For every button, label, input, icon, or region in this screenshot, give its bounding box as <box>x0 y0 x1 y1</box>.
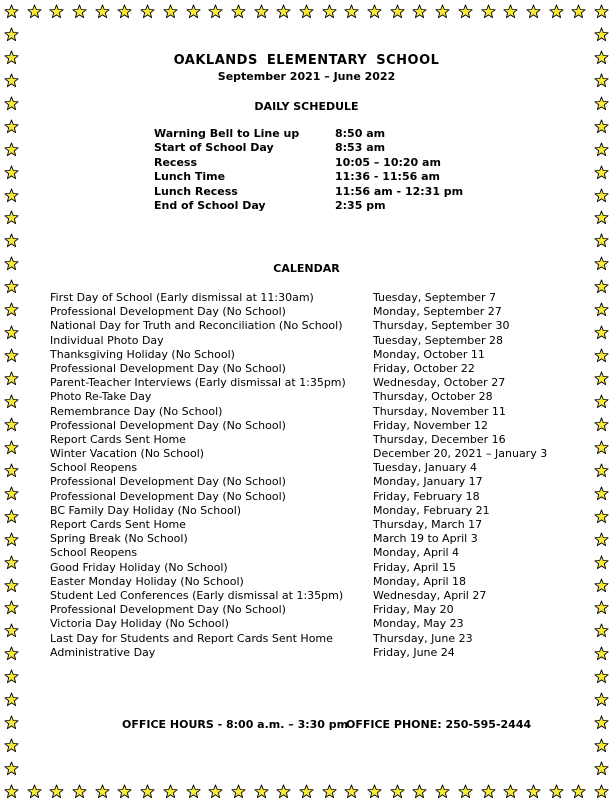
star-icon <box>4 440 19 455</box>
calendar-event: Professional Development Day (No School) <box>50 603 286 617</box>
star-icon <box>435 4 450 19</box>
calendar-date: Monday, April 4 <box>373 546 460 560</box>
calendar-event: Administrative Day <box>50 645 156 659</box>
star-icon <box>4 486 19 501</box>
calendar-event: Last Day for Students and Report Cards Sent Home <box>50 631 333 645</box>
calendar-date: Tuesday, September 28 <box>373 333 504 347</box>
calendar-event: Photo Re-Take Day <box>50 390 152 404</box>
calendar-row <box>50 632 570 646</box>
star-icon <box>4 555 19 570</box>
star-icon <box>276 4 291 19</box>
calendar-row <box>50 433 570 447</box>
calendar-event: Good Friday Holiday (No School) <box>50 560 228 574</box>
star-icon <box>276 784 291 799</box>
star-icon <box>594 394 609 409</box>
calendar-date: Monday, September 27 <box>373 305 502 319</box>
calendar-event: Winter Vacation (No School) <box>50 447 205 461</box>
star-icon <box>4 784 19 799</box>
calendar-date: Friday, May 20 <box>373 603 454 617</box>
calendar-row <box>50 504 570 518</box>
star-icon <box>95 4 110 19</box>
calendar-row <box>50 490 570 504</box>
calendar-date: Friday, February 18 <box>373 489 480 503</box>
calendar-event: Report Cards Sent Home <box>50 518 186 531</box>
calendar-event: BC Family Day Holiday (No School) <box>50 503 242 517</box>
star-icon <box>163 4 178 19</box>
calendar-heading: CALENDAR <box>273 262 340 275</box>
star-icon <box>4 394 19 409</box>
star-icon <box>344 4 359 19</box>
calendar-date: Thursday, November 11 <box>373 404 506 418</box>
star-icon <box>344 784 359 799</box>
calendar-event: Remembrance Day (No School) <box>50 404 223 418</box>
calendar-event: National Day for Truth and Reconciliation (No School) <box>50 319 343 333</box>
star-icon <box>458 4 473 19</box>
star-icon <box>503 784 518 799</box>
star-icon <box>4 279 19 294</box>
star-icon <box>594 348 609 363</box>
calendar-row <box>50 589 570 603</box>
calendar-date: Tuesday, September 7 <box>373 291 497 304</box>
star-icon <box>549 784 564 799</box>
star-icon <box>4 578 19 593</box>
star-icon <box>594 463 609 478</box>
star-icon <box>594 532 609 547</box>
calendar-row <box>50 475 570 489</box>
calendar-event: Individual Photo Day <box>50 333 164 347</box>
star-icon <box>299 784 314 799</box>
schedule-label: Start of School Day <box>154 141 274 155</box>
star-icon <box>594 119 609 134</box>
school-year: September 2021 – June 2022 <box>217 70 396 83</box>
star-icon <box>4 142 19 157</box>
calendar-date: Monday, February 21 <box>373 503 490 517</box>
star-icon <box>4 119 19 134</box>
star-icon <box>390 4 405 19</box>
star-icon <box>49 4 64 19</box>
star-icon <box>594 142 609 157</box>
star-icon <box>4 738 19 753</box>
calendar-row <box>50 419 570 433</box>
star-icon <box>594 623 609 638</box>
calendar-date: Tuesday, January 4 <box>373 461 477 475</box>
star-icon <box>4 348 19 363</box>
star-icon <box>322 4 337 19</box>
schedule-time: 10:05 – 10:20 am <box>335 155 441 169</box>
calendar-event: Report Cards Sent Home <box>50 432 186 446</box>
star-icon <box>594 715 609 730</box>
calendar-date: Thursday, September 30 <box>373 319 510 333</box>
star-icon <box>322 784 337 799</box>
calendar-row <box>50 447 570 461</box>
star-icon <box>435 784 450 799</box>
schedule-time: 8:50 am <box>335 127 386 140</box>
calendar-date: Friday, June 24 <box>373 645 455 659</box>
calendar-row <box>50 603 570 617</box>
star-icon <box>594 4 609 19</box>
school-name: OAKLANDS ELEMENTARY SCHOOL <box>173 53 440 68</box>
calendar-event: Professional Development Day (No School) <box>50 361 286 375</box>
star-icon <box>254 784 269 799</box>
star-icon <box>4 210 19 225</box>
star-icon <box>27 4 42 19</box>
star-icon <box>49 784 64 799</box>
schedule-time: 11:36 - 11:56 am <box>335 170 440 184</box>
calendar-list <box>50 291 570 660</box>
calendar-date: Friday, October 22 <box>373 361 475 375</box>
calendar-date: Wednesday, October 27 <box>373 376 506 390</box>
schedule-label: End of School Day <box>154 198 266 212</box>
star-icon <box>117 4 132 19</box>
star-icon <box>412 4 427 19</box>
star-icon <box>594 188 609 203</box>
star-icon <box>4 623 19 638</box>
calendar-row <box>50 348 570 362</box>
calendar-row <box>50 561 570 575</box>
star-icon <box>367 4 382 19</box>
star-icon <box>4 646 19 661</box>
star-icon <box>27 784 42 799</box>
star-icon <box>412 784 427 799</box>
star-icon <box>594 325 609 340</box>
calendar-row <box>50 518 570 532</box>
calendar-row <box>50 646 570 660</box>
star-icon <box>594 210 609 225</box>
star-icon <box>526 4 541 19</box>
star-icon <box>4 165 19 180</box>
schedule-label: Lunch Recess <box>154 184 238 198</box>
star-icon <box>458 784 473 799</box>
calendar-row <box>50 461 570 475</box>
star-icon <box>208 784 223 799</box>
calendar-event: School Reopens <box>50 461 138 475</box>
star-icon <box>594 165 609 180</box>
star-icon <box>117 784 132 799</box>
calendar-row <box>50 319 570 333</box>
star-icon <box>231 4 246 19</box>
office-phone: OFFICE PHONE: 250-595-2444 <box>346 718 532 731</box>
calendar-date: Monday, January 17 <box>373 475 483 489</box>
calendar-date: Thursday, October 28 <box>373 390 493 404</box>
star-icon <box>299 4 314 19</box>
star-icon <box>594 233 609 248</box>
calendar-date: Monday, April 18 <box>373 574 467 588</box>
calendar-event: Victoria Day Holiday (No School) <box>50 617 229 631</box>
calendar-row <box>50 617 570 631</box>
star-icon <box>594 555 609 570</box>
calendar-row <box>50 532 570 546</box>
star-icon <box>4 692 19 707</box>
star-icon <box>594 646 609 661</box>
schedule-label: Recess <box>154 155 198 169</box>
star-icon <box>4 27 19 42</box>
star-icon <box>594 761 609 776</box>
calendar-event: Professional Development Day (No School) <box>50 418 286 432</box>
calendar-event: First Day of School (Early dismissal at 11:30am) <box>50 291 314 304</box>
star-icon <box>186 784 201 799</box>
star-icon <box>4 509 19 524</box>
star-icon <box>4 463 19 478</box>
star-icon <box>594 371 609 386</box>
calendar-date: Friday, April 15 <box>373 560 456 574</box>
star-icon <box>72 4 87 19</box>
star-icon <box>4 325 19 340</box>
schedule-label: Lunch Time <box>154 170 226 184</box>
calendar-row <box>50 546 570 560</box>
star-icon <box>594 600 609 615</box>
calendar-event: Easter Monday Holiday (No School) <box>50 574 244 588</box>
office-hours: OFFICE HOURS - 8:00 a.m. – 3:30 pm <box>122 718 349 731</box>
star-icon <box>594 509 609 524</box>
star-icon <box>594 302 609 317</box>
calendar-event: Student Led Conferences (Early dismissal at 1:35pm) <box>50 588 344 602</box>
calendar-event: School Reopens <box>50 546 138 560</box>
calendar-event: Parent-Teacher Interviews (Early dismissal at 1:35pm) <box>50 376 346 390</box>
star-icon <box>231 784 246 799</box>
star-icon <box>594 669 609 684</box>
star-icon <box>140 784 155 799</box>
calendar-row <box>50 334 570 348</box>
star-icon <box>163 784 178 799</box>
calendar-date: Thursday, December 16 <box>373 432 506 446</box>
star-icon <box>594 440 609 455</box>
calendar-row <box>50 575 570 589</box>
star-icon <box>503 4 518 19</box>
star-icon <box>481 4 496 19</box>
star-icon <box>481 784 496 799</box>
calendar-row <box>50 362 570 376</box>
star-icon <box>4 188 19 203</box>
star-icon <box>594 279 609 294</box>
calendar-date: Monday, May 23 <box>373 617 464 631</box>
calendar-date: Monday, October 11 <box>373 347 485 361</box>
schedule-label: Warning Bell to Line up <box>154 127 300 140</box>
calendar-date: Thursday, June 23 <box>373 631 473 645</box>
calendar-date: Wednesday, April 27 <box>373 588 487 602</box>
star-icon <box>4 302 19 317</box>
star-icon <box>4 532 19 547</box>
star-icon <box>390 784 405 799</box>
schedule-time: 8:53 am <box>335 141 386 155</box>
star-icon <box>594 27 609 42</box>
star-icon <box>526 784 541 799</box>
star-icon <box>367 784 382 799</box>
calendar-row <box>50 405 570 419</box>
calendar-event: Professional Development Day (No School) <box>50 489 286 503</box>
star-icon <box>4 371 19 386</box>
star-icon <box>594 486 609 501</box>
star-icon <box>594 417 609 432</box>
star-icon <box>594 692 609 707</box>
star-icon <box>571 784 586 799</box>
star-icon <box>594 784 609 799</box>
star-icon <box>4 669 19 684</box>
star-icon <box>254 4 269 19</box>
calendar-row <box>50 376 570 390</box>
star-icon <box>4 761 19 776</box>
star-icon <box>594 738 609 753</box>
star-icon <box>95 784 110 799</box>
star-icon <box>4 715 19 730</box>
star-icon <box>4 417 19 432</box>
calendar-event: Professional Development Day (No School) <box>50 305 286 319</box>
calendar-event: Professional Development Day (No School) <box>50 475 286 489</box>
calendar-date: December 20, 2021 – January 3 <box>373 447 548 461</box>
star-icon <box>594 578 609 593</box>
star-icon <box>549 4 564 19</box>
calendar-date: Thursday, March 17 <box>373 518 483 531</box>
star-icon <box>72 784 87 799</box>
star-icon <box>4 233 19 248</box>
calendar-date: Friday, November 12 <box>373 418 489 432</box>
calendar-event: Spring Break (No School) <box>50 532 188 546</box>
calendar-event: Thanksgiving Holiday (No School) <box>50 347 235 361</box>
star-icon <box>4 4 19 19</box>
calendar-row <box>50 305 570 319</box>
star-icon <box>140 4 155 19</box>
calendar-row <box>50 291 570 305</box>
daily-schedule-heading: DAILY SCHEDULE <box>254 100 359 113</box>
schedule-time: 11:56 am - 12:31 pm <box>335 184 464 198</box>
calendar-date: March 19 to April 3 <box>373 532 478 546</box>
star-icon <box>186 4 201 19</box>
star-icon <box>208 4 223 19</box>
star-icon <box>4 600 19 615</box>
schedule-time: 2:35 pm <box>335 198 386 212</box>
calendar-row <box>50 390 570 404</box>
star-icon <box>571 4 586 19</box>
